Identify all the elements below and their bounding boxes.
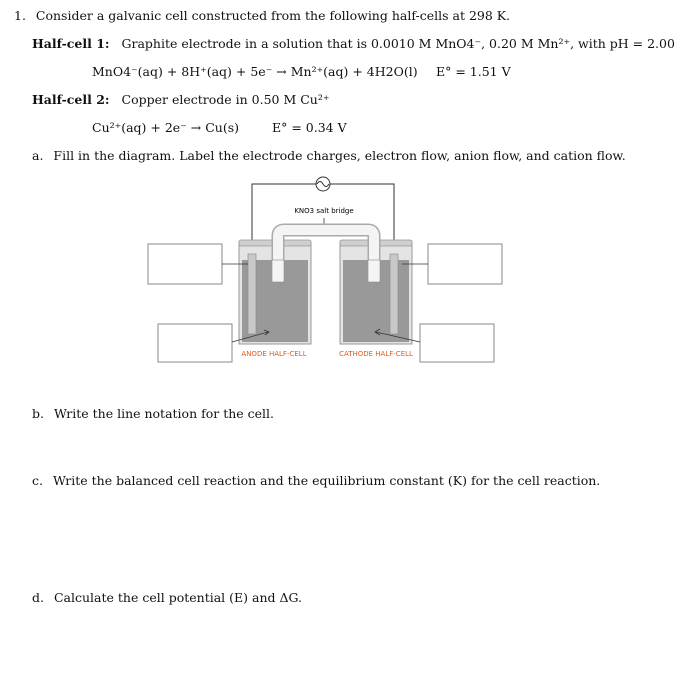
anode-answer-box-bottom[interactable] (158, 324, 232, 362)
part-d-text: Calculate the cell potential (E) and ΔG. (53, 590, 303, 605)
part-c (32, 473, 600, 488)
half-cell-1-reaction-row (92, 64, 418, 79)
part-a (32, 148, 626, 163)
part-d-letter: d. (32, 590, 44, 605)
salt-bridge-label: KNO3 salt bridge (294, 207, 354, 215)
part-a-text: Fill in the diagram. Label the electrode charges, electron flow, anion flow, and cation flow. (53, 148, 626, 163)
part-c-letter: c. (32, 473, 43, 488)
part-a-letter: a. (32, 148, 44, 163)
anode-half-cell-label: ANODE HALF-CELL (241, 350, 307, 358)
half-cell-2-label: Half-cell 2: (32, 92, 110, 107)
question-intro-text: Consider a galvanic cell constructed from the following half-cells at 298 K. (35, 8, 511, 23)
cathode-electrode (390, 254, 398, 334)
anode-answer-box-top[interactable] (148, 244, 222, 284)
half-cell-1-potential: E° = 1.51 V (436, 64, 511, 79)
cathode-half-cell-label: CATHODE HALF-CELL (339, 350, 413, 358)
voltmeter-icon (316, 177, 330, 191)
galvanic-cell-diagram (140, 176, 500, 366)
question-number: 1. (14, 8, 26, 23)
half-cell-1-reaction: MnO4⁻(aq) + 8H⁺(aq) + 5e⁻ → Mn²⁺(aq) + 4H2O(l) (92, 64, 418, 79)
half-cell-2-row (32, 92, 329, 107)
part-d (32, 590, 302, 605)
half-cell-2-potential: E° = 0.34 V (272, 120, 347, 135)
half-cell-1-description: Graphite electrode in a solution that is 0.0010 M MnO4⁻, 0.20 M Mn²⁺, with pH = 2.00 (121, 36, 675, 51)
half-cell-2-reaction: Cu²⁺(aq) + 2e⁻ → Cu(s) (92, 120, 240, 135)
half-cell-1-row (32, 36, 675, 51)
part-b (32, 406, 274, 421)
cathode-answer-box-top[interactable] (428, 244, 502, 284)
anode-electrode (248, 254, 256, 334)
cathode-answer-box-bottom[interactable] (420, 324, 494, 362)
question-intro (14, 8, 510, 23)
part-b-text: Write the line notation for the cell. (53, 406, 275, 421)
half-cell-2-description: Copper electrode in 0.50 M Cu²⁺ (121, 92, 330, 107)
half-cell-1-label: Half-cell 1: (32, 36, 110, 51)
part-c-text: Write the balanced cell reaction and the equilibrium constant (K) for the cell reaction. (52, 473, 601, 488)
part-b-letter: b. (32, 406, 44, 421)
